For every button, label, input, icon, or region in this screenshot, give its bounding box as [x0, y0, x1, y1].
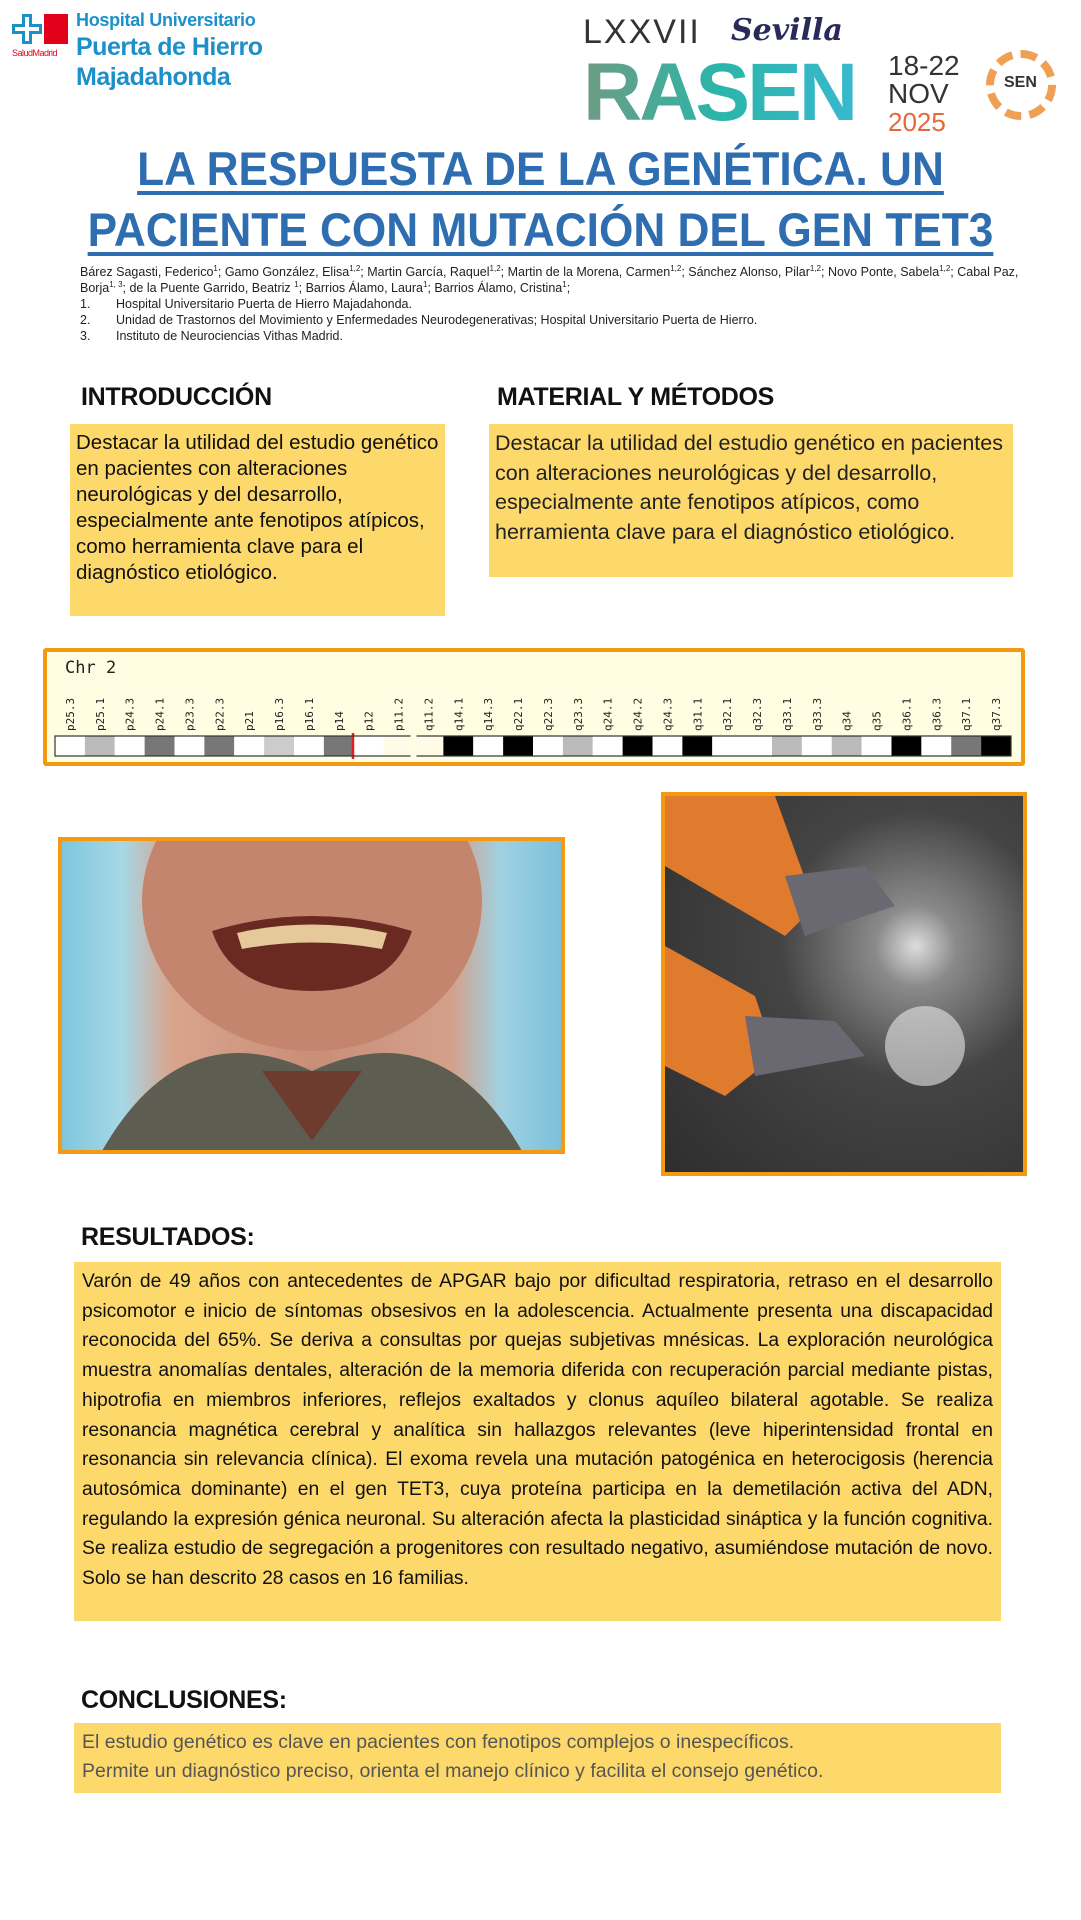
chromosome-band: [742, 736, 772, 756]
chromosome-band: [264, 736, 294, 756]
chromosome-band: [145, 736, 175, 756]
band-label: p25.3: [63, 697, 77, 731]
sen-logo: [982, 50, 1068, 132]
salud-madrid-text: SaludMadrid: [12, 48, 58, 58]
legs-illustration: [665, 796, 1025, 1174]
conclusiones-text: [74, 1723, 1001, 1793]
band-label: q33.1: [780, 697, 794, 731]
author-affiliation: 1: [294, 279, 299, 289]
hospital-name-line2: Puerta de Hierro: [76, 33, 263, 61]
title-line1: LA RESPUESTA DE LA GENÉTICA. UN: [137, 142, 944, 195]
author-affiliation: 1: [562, 279, 567, 289]
congress-year: 2025: [888, 107, 946, 137]
chromosome-band: [951, 736, 981, 756]
chromosome-band: [204, 736, 234, 756]
author-name: de la Puente Garrido, Beatriz: [129, 281, 295, 295]
title-line2: PACIENTE CON MUTACIÓN DEL GEN TET3: [87, 203, 994, 256]
affiliation-text: Unidad de Trastornos del Movimiento y Enfermedades Neurodegenerativas; Hospital Universitario Puerta de Hierro.: [116, 313, 758, 327]
chromosome-band: [892, 736, 922, 756]
band-label: p14: [332, 711, 346, 731]
band-label: p16.1: [302, 697, 316, 731]
congress-name: RASEN: [583, 47, 856, 138]
affiliation-item: [80, 296, 1020, 312]
author-name: Barrios Álamo, Laura: [305, 281, 423, 295]
chromosome-band: [921, 736, 951, 756]
affiliation-number: 3.: [80, 329, 91, 343]
band-label: q37.3: [990, 697, 1004, 731]
band-label: q31.1: [691, 697, 705, 731]
band-label: p24.1: [153, 697, 167, 731]
author-affiliation: 1, 3: [109, 279, 123, 289]
band-label: q24.1: [601, 697, 615, 731]
chromosome-ideogram: [43, 648, 1025, 766]
metodos-heading: MATERIAL Y MÉTODOS: [497, 383, 775, 411]
chromosome-band: [653, 736, 683, 756]
band-label: q32.3: [751, 697, 765, 731]
metodos-text: Destacar la utilidad del estudio genético en pacientes con alteraciones neurológicas y del desarrollo, especialmente ante fenotipos atípicos, como herramienta clave para el diagnóstico etiológico.: [489, 424, 1013, 577]
patient-gait-photo: [661, 792, 1027, 1176]
introduccion-heading: INTRODUCCIÓN: [81, 383, 272, 411]
band-label: q14.3: [482, 697, 496, 731]
patient-dental-photo: [58, 837, 565, 1154]
band-label: p24.3: [123, 697, 137, 731]
band-label: p22.3: [213, 697, 227, 731]
author-affiliation: 1,2: [809, 263, 821, 273]
sen-acronym: SEN: [1004, 74, 1037, 91]
band-label: p16.3: [273, 697, 287, 731]
affiliation-item: [80, 328, 1020, 344]
chromosome-band: [234, 736, 264, 756]
author-name: Cabal Paz, Borja: [80, 265, 1019, 295]
band-label: p12: [362, 711, 376, 731]
band-label: q32.1: [721, 697, 735, 731]
chromosome-band: [354, 736, 384, 756]
author-name: Barrios Álamo, Cristina: [434, 281, 563, 295]
chromosome-band: [324, 736, 354, 756]
chromosome-band: [414, 736, 444, 756]
chromosome-band: [443, 736, 473, 756]
band-label: p23.3: [183, 697, 197, 731]
affiliation-text: Instituto de Neurociencias Vithas Madrid.: [116, 329, 343, 343]
introduccion-text: Destacar la utilidad del estudio genético en pacientes con alteraciones neurológicas y del desarrollo, especialmente ante fenotipos atípicos, como herramienta clave para el diagnóstico etiológico.: [70, 424, 445, 616]
band-label: q34: [840, 711, 854, 731]
band-label: q37.1: [960, 697, 974, 731]
author-name: Novo Ponte, Sabela: [827, 265, 940, 279]
resultados-heading: RESULTADOS:: [81, 1223, 255, 1251]
affiliation-number: 2.: [80, 313, 91, 327]
band-label: p11.2: [392, 697, 406, 731]
conclusiones-heading: CONCLUSIONES:: [81, 1686, 287, 1714]
affiliation-item: [80, 312, 1020, 328]
band-label: q24.2: [631, 697, 645, 731]
author-affiliation: 1: [213, 263, 218, 273]
band-label: q22.3: [541, 697, 555, 731]
chromosome-band: [503, 736, 533, 756]
chromosome-band: [682, 736, 712, 756]
chromosome-title: Chr 2: [65, 658, 117, 678]
congress-dates: 18-22: [888, 50, 960, 81]
chromosome-band: [563, 736, 593, 756]
face-illustration: [62, 841, 562, 1151]
affiliation-number: 1.: [80, 297, 91, 311]
chromosome-band: [175, 736, 205, 756]
centromere: [411, 735, 417, 757]
chromosome-band: [115, 736, 145, 756]
author-list: Bárez Sagasti, Federico$^1$; Gamo González, Elisa$^{1,2}$; Martin García, Raquel$^{1,2}$; Martin de la Morena, Carmen$^{1,2}$; Sánchez Alonso, Pilar$^{1,2}$; Novo Ponte, Sabela$^{1,2}$; Cabal Paz, Borja$^{1, 3}$; de la Puente Garrido, Beatriz $^1$; Barrios Álamo, Laura$^1$; Barrios Álamo, Cristina$^1$;: [80, 263, 1019, 295]
band-label: p21: [243, 711, 257, 731]
affiliation-list: [80, 296, 1020, 344]
author-affiliation: 1: [423, 279, 428, 289]
band-label: q11.2: [422, 697, 436, 731]
chromosome-band: [533, 736, 563, 756]
chromosome-band: [772, 736, 802, 756]
poster-title: [10, 138, 1071, 260]
congress-edition: LXXVII: [583, 13, 701, 51]
chromosome-band: [802, 736, 832, 756]
band-label: q14.1: [452, 697, 466, 731]
author-affiliation: 1,2: [670, 263, 682, 273]
author-name: Martin de la Morena, Carmen: [507, 265, 671, 279]
band-label: q35: [870, 711, 884, 731]
mutation-marker: [352, 733, 355, 759]
chromosome-band: [593, 736, 623, 756]
affiliation-text: Hospital Universitario Puerta de Hierro Majadahonda.: [116, 297, 412, 311]
rasen-congress-logo: [583, 14, 968, 136]
salud-madrid-cross-icon: [12, 14, 42, 44]
band-label: q33.3: [810, 697, 824, 731]
congress-city: Sevilla: [731, 13, 843, 48]
chromosome-band: [294, 736, 324, 756]
chromosome-band: [862, 736, 892, 756]
author-name: Martin García, Raquel: [367, 265, 490, 279]
chromosome-band: [712, 736, 742, 756]
resultados-text: Varón de 49 años con antecedentes de APGAR bajo por dificultad respiratoria, retraso en el desarrollo psicomotor e inicio de síntomas obsesivos en la adolescencia. Actualmente presenta una discapacidad reconocida del 65%. Se deriva a consultas por quejas subjetivas mnésicas. La exploración neurológica muestra anomalías dentales, alteración de la memoria diferida con recuperación parcial mediante pistas, hipotrofia en miembros inferiores, reflejos exaltados y clonus aquíleo bilateral agotable. Se realiza resonancia magnética cerebral y analítica sin hallazgos relevantes (leve hiperintensidad frontal en resonancia sin relevancia clínica). El exoma revela una mutación patogénica en heterocigosis (herencia autosómica dominante) en el gen TET3, cuya proteína participa en la demetilación activa del ADN, regulando la expresión génica neuronal. Su alteración afecta la plasticidad sináptica y la función cognitiva. Se realiza estudio de segregación a progenitores con resultado negativo, asumiéndose mutación de novo. Solo se han descrito 28 casos en 16 familias.: [74, 1262, 1001, 1621]
chromosome-band: [623, 736, 653, 756]
chromosome-band: [55, 736, 85, 756]
author-affiliation: 1,2: [349, 263, 361, 273]
author-affiliation: 1,2: [939, 263, 951, 273]
congress-month: NOV: [888, 78, 949, 109]
author-name: Gamo González, Elisa: [224, 265, 350, 279]
chromosome-2-ideogram: [47, 652, 1021, 762]
authors-block: [80, 264, 1020, 344]
band-label: q24.3: [661, 697, 675, 731]
madrid-flag-icon: [44, 14, 68, 44]
band-label: q36.3: [930, 697, 944, 731]
band-label: q22.1: [512, 697, 526, 731]
band-label: p25.1: [93, 697, 107, 731]
conclusion-line1: El estudio genético es clave en pacientes con fenotipos complejos o inespecíficos.: [82, 1731, 795, 1753]
chromosome-band: [473, 736, 503, 756]
hospital-name-line3: Majadahonda: [76, 63, 231, 91]
author-name: Sánchez Alonso, Pilar: [688, 265, 810, 279]
chromosome-band: [384, 736, 414, 756]
chromosome-band: [85, 736, 115, 756]
hospital-logo: [12, 10, 312, 94]
author-affiliation: 1,2: [489, 263, 501, 273]
author-name: Bárez Sagasti, Federico: [80, 265, 214, 279]
hospital-name-line1: Hospital Universitario: [76, 10, 256, 30]
conclusion-line2: Permite un diagnóstico preciso, orienta el manejo clínico y facilita el consejo genético.: [82, 1760, 824, 1782]
band-label: q36.1: [900, 697, 914, 731]
band-label: q23.3: [571, 697, 585, 731]
chromosome-band: [981, 736, 1011, 756]
chromosome-band: [832, 736, 862, 756]
